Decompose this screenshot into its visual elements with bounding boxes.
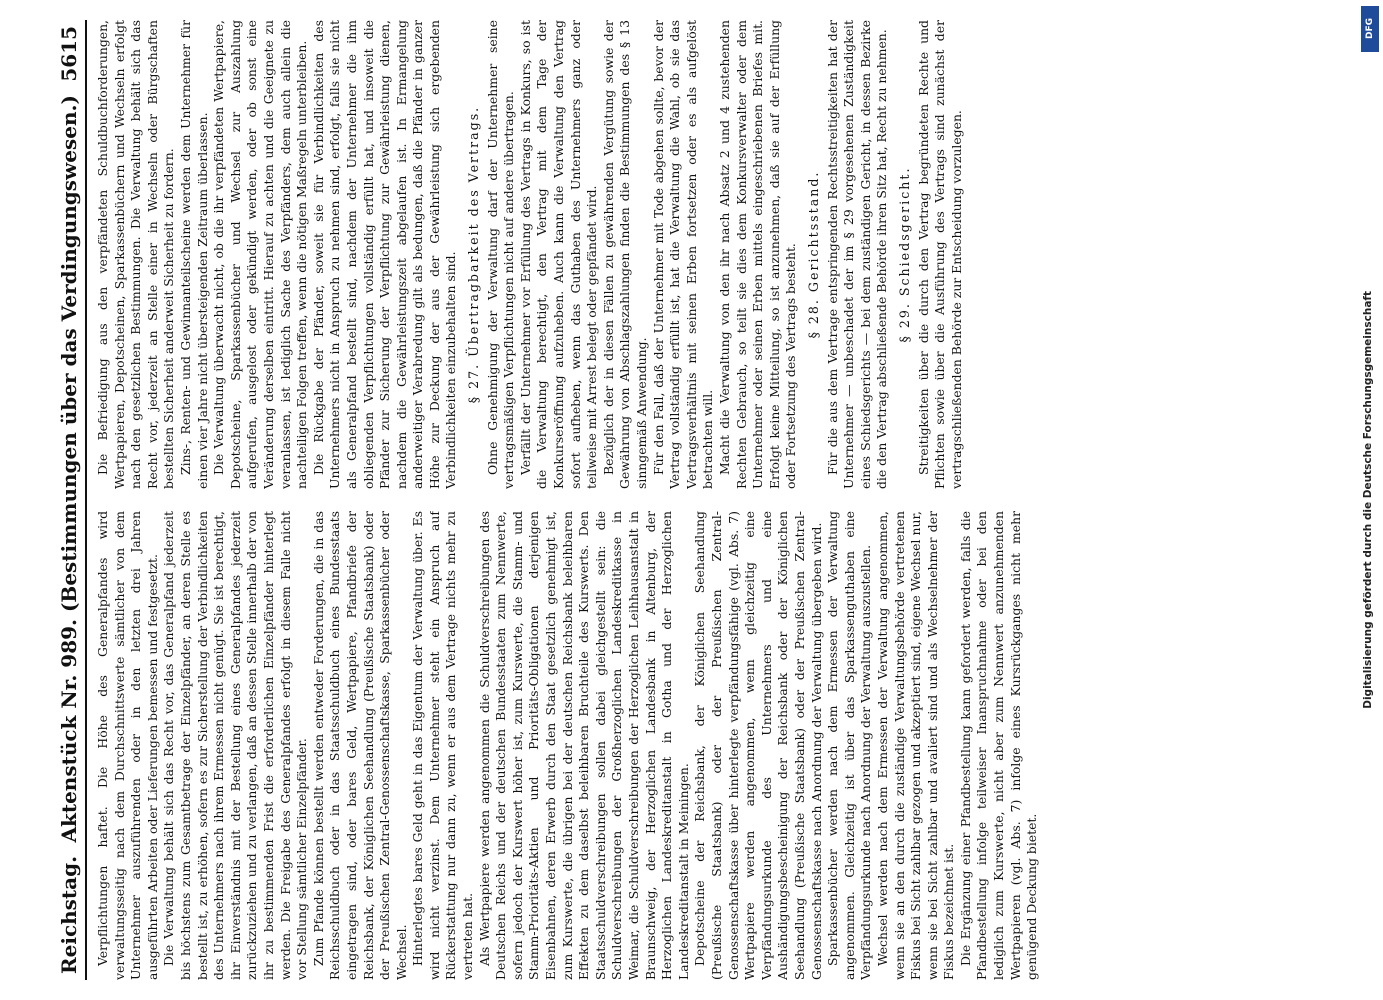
paragraph: Streitigkeiten über die durch den Vertrag begründeten Rechte und Pflichten sowie über die Ausführung des Vertrags sind zunächst der vertragschließenden Behörde zur Entscheidung vorzulegen. [915, 20, 964, 489]
paragraph: Sparkassenbücher werden nach dem Ermessen der Verwaltung angenommen. Gleichzeitig ist über das Sparkassenguthaben eine Verpfändungsurkunde nach Anordnung der Verwaltung auszustellen. [824, 511, 873, 980]
header-left: Reichstag. [56, 855, 81, 974]
paragraph: Verpflichtungen haftet. Die Höhe des Generalpfandes wird verwaltungsseitig nach dem Durchschnittswerte sämtlicher von dem Unternehmer auszuführenden oder in den letzten drei Jahren ausgeführten Arbeiten oder Lieferungen bemessen und festgesetzt. [94, 511, 160, 980]
paragraph: Zum Pfande können bestellt werden entweder Forderungen, die in das Reichsschuldbuch oder in das Staatsschuldbuch eines Bundesstaats eingetragen sind, oder bares Geld, Wertpapiere, Pfandbriefe der Reichsbank, der Königlichen Seehandlung (Preußische Staatsbank) oder der Preußischen Zentral-Genossenschaftskasse, Sparkassenbücher oder Wechsel. [310, 511, 409, 980]
section-heading: § 27. Übertragbarkeit des Vertrags. [465, 105, 481, 404]
paragraph: Verfällt der Unternehmer vor Erfüllung des Vertrags in Konkurs, so ist die Verwaltung berechtigt, den Vertrag mit dem Tage der Konkurseröffnung aufzuheben. Auch kann die Verwaltung den Vertrag sofort aufheben, wenn das Guthaben des Unternehmers ganz oder teilweise mit Arrest belegt oder gepfändet wird. [517, 20, 599, 489]
paragraph: Macht die Verwaltung von den ihr nach Absatz 2 und 4 zustehenden Rechten Gebrauch, so teilt sie dies dem Konkursverwalter oder dem Unternehmer oder seinen Erben mittels eingeschriebenen Briefes mit. Erfolgt keine Mitteilung, so ist anzunehmen, daß sie auf der Erfüllung oder Fortsetzung des Vertrags besteht. [716, 20, 798, 489]
paragraph: Die Rückgabe der Pfänder, soweit sie für Verbindlichkeiten des Unternehmers nicht in Anspruch zu nehmen sind, erfolgt, falls sie nicht als Generalpfand bestellt sind, nachdem der Unternehmer die ihm obliegenden Verpflichtungen vollständig erfüllt hat, und insoweit die Pfänder zur Sicherung der Verpflichtung zur Gewährleistung dienen, nachdem die Gewährleistungszeit abgelaufen ist. In Ermangelung anderweitiger Verabredung gilt als bedungen, daß die Pfänder in ganzer Höhe zur Deckung der aus der Gewährleistung sich ergebenden Verbindlichkeiten einzubehalten sind. [310, 20, 458, 489]
section-heading: § 28. Gerichtsstand. [805, 170, 821, 339]
paragraph: Die Befriedigung aus den verpfändeten Schuldbuchforderungen, Wertpapieren, Depotscheinen, Sparkassenbüchern und Wechseln erfolgt nach den gesetzlichen Bestimmungen. Die Verwaltung behält sich das Recht vor, jederzeit an Stelle einer in Wechseln oder Bürgschaften bestellten Sicherheit anderweit Sicherheit zu fordern. [94, 20, 176, 489]
section-heading: § 29. Schiedsgericht. [896, 166, 912, 343]
digitization-credit: Digitalisierung gefördert durch die Deutsche Forschungsgemeinschaft [1362, 291, 1374, 709]
paragraph: Depotscheine der Reichsbank, der Königlichen Seehandlung (Preußische Staatsbank) oder der Preußischen Zentral-Genossenschaftskasse über hinterlegte verpfändungsfähige (vgl. Abs. 7) Wertpapiere werden angenommen, wenn gleichzeitig eine Verpfändungsurkunde des Unternehmers und eine Aushändigungsbescheinigung der Reichsbank oder der Königlichen Seehandlung (Preußische Staatsbank) oder der Preußischen Zentral-Genossenschaftskasse nach Anordnung der Verwaltung übergeben wird. [691, 511, 824, 980]
paragraph: Die Verwaltung überwacht nicht, ob die ihr verpfändeten Wertpapiere, Depotscheine, Sparkassenbücher und Wechsel zur Auszahlung aufgerufen, ausgelost oder gekündigt werden, oder ob sonst eine Veränderung derselben eintritt. Hierauf zu achten und die Geeignete zu veranlassen, ist lediglich Sache des Verpfänders, dem auch allein die nachteiligen Folgen treffen, wenn die nötigen Maßregeln unterbleiben. [210, 20, 309, 489]
paragraph: Für den Fall, daß der Unternehmer mit Tode abgehen sollte, bevor der Vertrag vollständig erfüllt ist, hat die Verwaltung die Wahl, ob sie das Vertragsverhältnis mit seinen Erben fortsetzen oder es als aufgelöst betrachten will. [650, 20, 715, 489]
rotated-sheet [47, 20, 1337, 980]
paragraph: Zins-, Renten- und Gewinnanteilscheine werden dem Unternehmer für einen vier Jahre nicht übersteigenden Zeitraum überlassen. [177, 20, 210, 489]
paragraph: Wechsel werden nach dem Ermessen der Verwaltung angenommen, wenn sie an den durch die zuständige Verwaltungsbehörde vertretenen Fiskus bei Sicht zahlbar gezogen und akzeptiert sind, eigene Wechsel nur, wenn sie bei Sicht zahlbar und avaliert sind und als Wechselnehmer der Fiskus bezeichnet ist. [874, 511, 956, 980]
column-right [95, 20, 1337, 489]
header-title: Aktenstück Nr. 989. (Bestimmungen über das Verdingungswesen.) [56, 95, 81, 843]
page-header [47, 20, 87, 980]
paragraph: Ohne Genehmigung der Verwaltung darf der Unternehmer seine vertragsmäßigen Verpflichtungen nicht auf andere übertragen. [484, 20, 516, 489]
page-number: 5615 [56, 26, 81, 82]
paragraph: Als Wertpapiere werden angenommen die Schuldverschreibungen des Deutschen Reichs und der deutschen Bundesstaaten zum Nennwerte, sofern jedoch der Kurswert höher ist, zum Kurswerte, die Stamm- und Stamm-Prioritäts-Aktien und Prioritäts-Obligationen derjenigen Eisenbahnen, deren Erwerb durch den Staat gesetzlich genehmigt ist, zum Kurswerte, die übrigen bei der deutschen Reichsbank beleihbaren Effekten zu dem daselbst beleihbaren Bruchteile des Kurswerts. Den Staatsschuldverschreibungen sollen dabei gleichgestellt sein: die Schuldverschreibungen der Großherzoglichen Landeskreditkasse in Weimar, die Schuldverschreibungen der Herzoglichen Leihhausanstalt in Braunschweig, der Herzoglichen Landesbank in Altenburg, der Herzoglichen Landeskreditanstalt in Gotha und der Herzoglichen Landeskreditanstalt in Meiningen. [476, 511, 691, 980]
column-left [95, 511, 1337, 980]
paragraph: Für die aus dem Vertrage entspringenden Rechtsstreitigkeiten hat der Unternehmer — unbeschadet der im § 29 vorgesehenen Zuständigkeit eines Schiedsgerichts — bei dem zuständigen Gericht, in dessen Bezirke die den Vertrag abschließende Behörde ihren Sitz hat, Recht zu nehmen. [824, 20, 889, 489]
paragraph: Die Ergänzung einer Pfandbestellung kann gefordert werden, falls die Pfandbestellung infolge teilweiser Inanspruchnahme oder bei den lediglich zum Kurswerte, nicht aber zum Nennwert anzunehmenden Wertpapieren (vgl. Abs. 7) infolge eines Kursrückganges nicht mehr genügend Deckung bietet. [957, 511, 1039, 980]
paragraph: Die Verwaltung behält sich das Recht vor, das Generalpfand jederzeit bis höchstens zum Gesamtbetrage der Einzelpfänder, an deren Stelle es bestellt ist, zu erhöhen, sofern es zur Sicherstellung der Verbindlichkeiten des Unternehmers nach ihrem Ermessen nicht genügt. Sie ist berechtigt, ihr Einverständnis mit der Bestellung eines Generalpfandes jederzeit zurückzuziehen und zu verlangen, daß an dessen Stelle innerhalb der von ihr zu bestimmenden Frist die erforderlichen Einzelpfänder hinterlegt werden. Die Freigabe des Generalpfandes erfolgt in diesem Falle nicht vor Stellung sämtlicher Einzelpfänder. [160, 511, 309, 980]
text-columns [95, 20, 1337, 980]
paragraph: Hinterlegtes bares Geld geht in das Eigentum der Verwaltung über. Es wird nicht verzinst. Dem Unternehmer steht ein Anspruch auf Rückerstattung nur dann zu, wenn er aus dem Vertrage nichts mehr zu vertreten hat. [409, 511, 475, 980]
paragraph: Bezüglich der in diesen Fällen zu gewährenden Vergütung sowie der Gewährung von Abschlagszahlungen finden die Bestimmungen des § 13 sinngemäß Anwendung. [600, 20, 649, 489]
dfg-logo: DFG [1361, 6, 1379, 52]
